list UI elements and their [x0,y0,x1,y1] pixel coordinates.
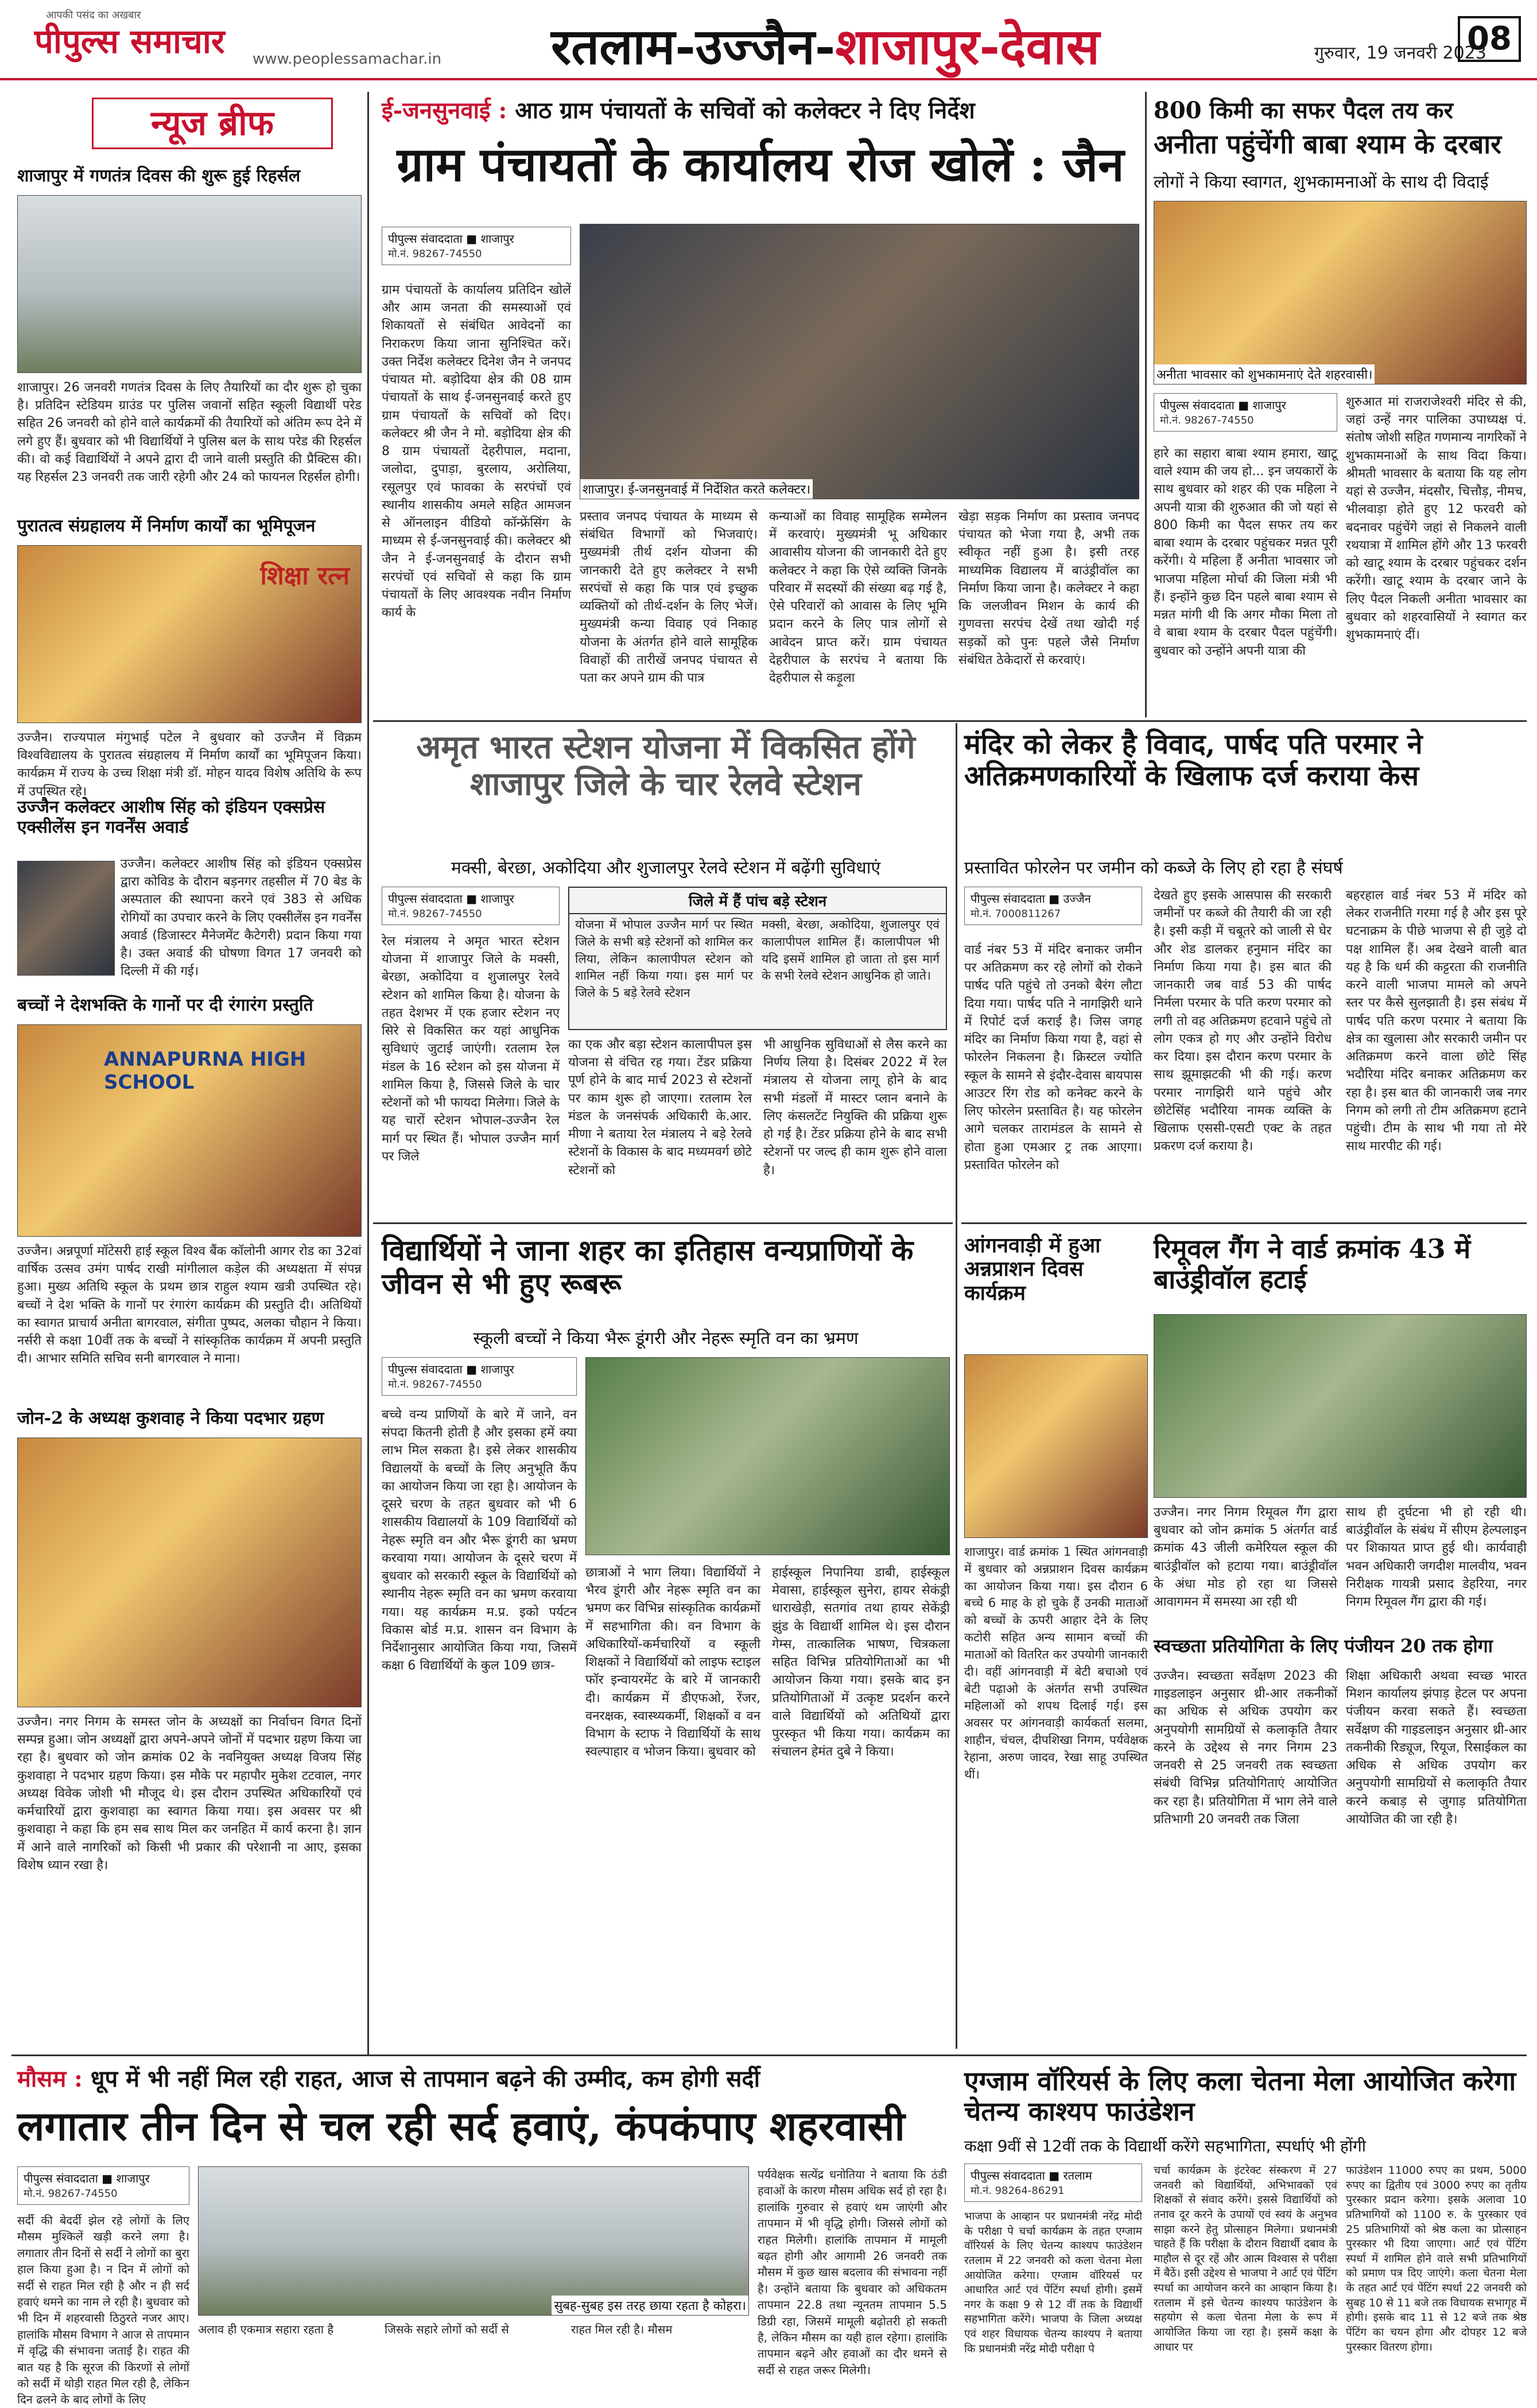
museum-photo [17,545,362,723]
weather-body: राहत मिल रही है। मौसम [571,2322,673,2336]
lead-headline: ग्राम पंचायतों के कार्यालय रोज खोलें : जैन [397,137,1124,192]
byline-text: पीपुल्स संवाददाता ■ शाजापुर [388,1362,514,1376]
gang-body: उज्जैन। नगर निगम रिमूवल गैंग द्वारा बुधवार को जोन क्रमांक 5 अंतर्गत वार्ड क्रमांक 43 जीली कमेरियल स्कूल की बाउंड्रीवॉल को हटाया गया। बाउंड्रीवॉल के अंधा मोड हो रहा था जिससे आवागमन में समस्या आ रही थी [1154,1505,1337,1610]
exam-body: चर्चा कार्यक्रम के इंटरेक्ट संस्करण में 27 जनवरी को विद्यार्थियों, अभिभावकों एवं शिक्षकों से संवाद करेंगे। इससे विद्यार्थियों को तनाव दूर करने के उपायों एवं स्वयं के अनुभव साझा करने हेतु प्रोत्साहन मिलेगा। प्रधानमंत्री चाहते हैं कि परीक्षा के दौरान विद्यार्थी दबाव के माहौल से दूर रहें और आत्म विश्वास से परीक्षा में बैठें। इसी उद्देश्य से भाजपा ने आर्ट एवं पेंटिंग स्पर्धा का आयोजन करने का आव्हान किया है। रतलाम में इसे चेतन्य काश्यप फाउंडेशन के सहयोग से कला चेतना मेला के रूप में आयोजित किया जा रहा है। इसमें कक्षा के आधार पर [1154,2164,1337,2353]
walk-deck: लोगों ने किया स्वागत, शुभकामनाओं के साथ दी विदाई [1154,172,1489,192]
byline-text: पीपुल्स संवाददाता ■ शाजापुर [1160,398,1286,412]
photo-banner-text: शिक्षा रत्न [260,561,350,591]
gang-photo [1154,1314,1527,1498]
byline-phone: मो.नं. 98267-74550 [24,2188,118,2200]
weather-body: जिसके सहारे लोगों को सर्दी से [385,2322,509,2336]
lead-photo-caption: शाजापुर। ई-जनसुनवाई में निर्देशित करते कलेक्टर। [580,479,813,499]
temple-deck: प्रस्तावित फोरलेन पर जमीन को कब्जे के लिए हो रहा है संघर्ष [964,858,1343,878]
students-photo [585,1357,950,1555]
byline-phone: मो.नं. 98264-86291 [971,2185,1065,2197]
byline-phone: मो.नं. 7000811267 [971,908,1061,920]
byline-phone: मो.नं. 98267-74550 [388,1378,482,1391]
students-headline: विद्यार्थियों ने जाना शहर का इतिहास वन्यप्राणियों के जीवन से भी हुए रूबरू [382,1233,914,1300]
walk-byline [1154,393,1337,432]
temple-body: देखते हुए इसके आसपास की सरकारी जमीनों पर कब्जे की तैयारी की जा रही है। इसी कड़ी में चबूतरे को जाली से घेर और शेड डालकर हनुमान मंदिर का निर्माण किया गया है। इस बात की जानकारी जब वार्ड 53 की पार्षद निर्मला परमार के पति करण परमार को लगी तो वह अतिक्रमण हटवाने पहुंचे तो लोग एकत्र हो गए और उन्होंने विरोध कर दिया। इस दौरान करण परमार के साथ झूमाझटकी भी की गई। करण परमार नागझिरी थाने पहुंचे और छोटेसिंह भदौरिया नामक व्यक्ति के खिलाफ एससी-एसटी एक्ट के तहत प्रकरण दर्ज कराया है। [1154,888,1332,1154]
byline-phone: मो.नं. 98267-74550 [388,248,482,260]
exam-byline [964,2164,1142,2202]
clean-body: उज्जैन। स्वच्छता सर्वेक्षण 2023 की गाइडलाइन अनुसार थ्री-आर तकनीकों का अधिक से अधिक उपयोग कर अनुपयोगी सामग्रियों से कलाकृति तैयार करने के उद्देश्य से नगर निगम 23 जनवरी से 25 जनवरी तक स्वच्छता संबंधी विभिन्न प्रतियोगिताएं आयोजित कर रहा है। प्रतियोगिता में भाग लेने वाले प्रतिभागी 20 जनवरी तक जिला [1154,1669,1337,1827]
brief-headline: बच्चों ने देशभक्ति के गानों पर दी रंगारंग प्रस्तुति [17,995,313,1015]
students-body: छात्राओं ने भाग लिया। विद्यार्थियों ने भैरव डूंगरी और नेहरू स्मृति वन का भ्रमण कर विभिन्न सांस्कृतिक कार्यक्रमों में सहभागिता की। वन विभाग के अधिकारियों-कर्मचारियों व स्कूली शिक्षकों ने विद्यार्थियों को लाइफ स्टाइल फॉर इन्वायरमेंट के बारे में जानकारी दी। कार्यक्रम में डीएफओ, रेंजर, वनरक्षक, स्वास्थ्यकर्मी, शिक्षकों व वन विभाग के स्टाफ ने विद्यार्थियों के साथ स्वल्पाहार व भोजन किया। बुधवार को [585,1566,760,1760]
walk-body: शुरुआत मां राजराजेश्वरी मंदिर से की, जहां उन्हें नगर पालिका उपाध्यक्ष पं. संतोष जोशी सहित गणमान्य नागरिकों ने शुभकामनाओं के साथ विदा किया। श्रीमती भावसार के बताया कि यह लोग यहां से उज्जैन, मंदसौर, चित्तौड़, नीमच, भीलवाड़ा होते हुए 12 फरवरी को बदनावर पहुंचेंगे जहां से निकलने वाली रथयात्रा में शामिल होंगे और 13 फरवरी को खाटू श्याम के दरबार पहुंचकर दर्शन करेंगी। खाटू श्याम के दरबार जाने के लिए पैदल निकली अनीता भावसार का बुधवार को शहरवासियों ने स्वागत कर शुभकामनाएं दीं। [1346,395,1527,643]
brief-text: उज्जैन। नगर निगम के समस्त जोन के अध्यक्षों का निर्वाचन विगत दिनों सम्पन्न हुआ। जोन अध्यक्षों द्वारा अपने-अपने जोनों में पदभार ग्रहण किया जा रहा है। बुधवार को जोन क्रमांक 02 के नवनियुक्त अध्यक्ष विजय सिंह कुशवाहा ने पदभार ग्रहण किया। इस मौके पर महापौर मुकेश टटवाल, नगर अध्यक्ष विवेक जोशी भी मौजूद थे। इस दौरान उपस्थित अधिकारियों एवं कर्मचारियों द्वारा कुशवाहा का स्वागत किया गया। इस अवसर पर श्री कुशवाहा ने कहा कि हम सब साथ मिल कर जनहित में कार्य करना है। ज्ञान में आने वाले नागरिकों को किसी भी प्रकार की परेशानी ना आए, इसका विशेष ध्यान रखा है। [17,1715,362,1873]
rail-deck: मक्सी, बेरछा, अकोदिया और शुजालपुर रेलवे स्टेशन में बढ़ेंगी सुविधाएं [451,858,881,878]
lead-body: कन्याओं का विवाह सामूहिक सम्मेलन में करवाएं। मुख्यमंत्री भू अधिकार आवासीय योजना की जानकारी देते हुए कलेक्टर ने कहा कि ऐसे व्यक्ति जिनके परिवार में सदस्यों की संख्या बढ़ गई है, ऐसे परिवारों को आवास के लिए भूमि प्रदान करने के लिए पात्र लोगों से आवेदन प्राप्त करें। ग्राम पंचायत देहरीपाल के सरपंच ने बताया कि देहरीपाल से कड़ूला [769,510,947,686]
weather-kicker: मौसम : [17,2065,83,2092]
collector-portrait [17,861,115,976]
byline-text: पीपुल्स संवाददाता ■ शाजापुर [388,892,514,906]
lead-kicker-line [382,98,1139,124]
brief-headline: शाजापुर में गणतंत्र दिवस की शुरू हुई रिहर्सल [17,166,301,186]
temple-byline [964,887,1142,925]
photo-banner-text: ANNAPURNA HIGH SCHOOL [104,1048,306,1094]
logo-tagline: आपकी पसंद का अखबार [46,9,141,21]
walk-headline: अनीता पहुंचेंगी बाबा श्याम के दरबार [1154,129,1501,160]
newspaper-logo: पीपुल्स समाचार [34,22,225,61]
rail-body: का एक और बड़ा स्टेशन कालापीपल इस योजना से वंचित रह गया। टेंडर प्रक्रिया पूर्ण होने के बाद मार्च 2023 से स्टेशनों पर काम शुरू हो जाएगा। रतलाम रेल मंडल के जनसंपर्क अधिकारी के.आर. मीणा ने बताया रेल मंत्रालय ने बड़े रेलवे स्टेशनों के विकास के बाद मध्यमवर्ग छोटे स्टेशनों को [568,1038,752,1178]
brief-text: उज्जैन। अन्नपूर्णा मॉटेसरी हाई स्कूल विश्व बैंक कॉलोनी आगर रोड का 32वां वार्षिक उत्सव उमंग पार्षद राखी मांगीलाल कड़ेल की अध्यक्षता में संपन्न हुआ। मुख्य अतिथि स्कूल के प्रथम छात्र राहुल श्याम खत्री उपस्थित रहे। बच्चों ने देश भक्ति के गानों पर रंगारंग कार्यक्रम की प्रस्तुति दी। अतिथियों का स्वागत प्राचार्य अनीता बागरवाल, संगीता पुष्पद, अलका चौहान ने किया। नर्सरी से कक्षा 10वीं तक के बच्चों ने सांस्कृतिक कार्यक्रम में अपनी प्रस्तुति दी। आभार समिति सचिव सनी बागरवाल ने माना। [17,1244,362,1366]
temple-body: बहरहाल वार्ड नंबर 53 में मंदिर को लेकर राजनीति गरमा गई है और इस पूरे घटनाक्रम के पीछे भाजपा से ही जुड़े दो पक्ष शामिल हैं। अब देखने वाली बात यह है कि धर्म की कट्टरता की राजनीति करने वाली भाजपा मामले को अपने स्तर पर कैसे सुलझाती है। इस संबंध में पार्षद पति करण परमार ने बताया कि क्षेत्र का खुलासा और सरकारी जमीन पर अतिक्रमण करने वाला छोटे सिंह भदौरिया मंदिर बनाकर अतिक्रमण कर रहा है। इस बात की जानकारी जब नगर निगम को लगी तो टीम अतिक्रमण हटाने पहुंची। टीम के साथ भी गया तो मेरे साथ मारपीट की गई। [1346,888,1527,1154]
zone-chairman-photo [17,1438,362,1707]
lead-photo [580,224,1139,499]
clean-body: शिक्षा अधिकारी अथवा स्वच्छ भारत मिशन कार्यालय झंपाड़ हेटल पर अपना पंजीयन करवा सकते हैं। स्वच्छता सर्वेक्षण की गाइडलाइन अनुसार थ्री-आर तकनीकी रिड्यूज, रियूज, रिसाईकल का अधिक से अधिक उपयोग कर अनुपयोगी सामग्रियों से कलाकृति तैयार करने कबाड़ से जुगाड़ प्रतियोगिता आयोजित की जा रही है। [1346,1669,1527,1827]
exam-headline: एग्जाम वॉरियर्स के लिए कला चेतना मेला आयोजित करेगा चेतन्य काश्यप फाउंडेशन [964,2065,1516,2127]
byline-text: पीपुल्स संवाददाता ■ रतलाम [971,2169,1092,2182]
weather-kicker-line [17,2066,947,2092]
section-title-part2: शाजापुर-देवास [835,18,1100,76]
weather-body: पर्यवेक्षक सत्येंद्र धनोतिया ने बताया कि ठंडी हवाओं के कारण मौसम अधिक सर्द हो रहा है। हालांकि गुरुवार से हवाएं थम जाएंगी और तापमान में भी वृद्धि होगी। जिससे लोगों को राहत मिलेगी। हालांकि तापमान में मामूली बढ़त होगी और आगामी 26 जनवरी तक मौसम में कुछ खास बदलाव की संभावना नहीं है। उन्होंने बताया कि बुधवार को अधिकतम तापमान 22.8 तथा न्यूनतम तापमान 5.5 डिग्री रहा, जिसमें मामूली बढ़ोतरी हो सकती है, लेकिन मौसम का यही हाल रहेगा। हालांकि तापमान बढ़ने और हवाओं का दौर थमने से सर्दी से राहत जरूर मिलेगी। [758,2168,947,2377]
fog-photo [198,2166,749,2316]
weather-body: अलाव ही एकमात्र सहारा रहता है [198,2322,334,2336]
section-title-part1: रतलाम-उज्जैन- [551,18,836,76]
byline-text: पीपुल्स संवाददाता ■ शाजापुर [24,2172,150,2185]
gang-headline: रिमूवल गैंग ने वार्ड क्रमांक 43 में बाउंड्रीवॉल हटाई [1154,1233,1471,1295]
lead-kicker: ई-जनसुनवाई : [382,97,507,124]
rail-headline: अमृत भारत स्टेशन योजना में विकसित होंगे शाजापुर जिले के चार रेलवे स्टेशन [416,728,915,803]
anganwadi-headline: आंगनवाड़ी में हुआ अन्नप्राशन दिवस कार्यक्रम [964,1233,1101,1305]
news-brief-header: न्यूज ब्रीफ [92,98,333,149]
rail-body: रेल मंत्रालय ने अमृत भारत स्टेशन योजना में शाजापुर जिले के मक्सी, बेरछा, अकोदिया व शुजालपुर रेलवे स्टेशन को शामिल किया है। योजना के तहत देशभर में एक हजार स्टेशन नए सिरे से विकसित कर यहां आधुनिक सुविधाएं जुटाई जाएंगी। रतलाम रेल मंडल के 16 स्टेशन को इस योजना में शामिल किया है, जिससे जिले के चार स्टेशनों को भी फायदा मिलेगा। जिले के यह चारों स्टेशन भोपाल-उज्जैन रेल मार्ग पर स्थित हैं। भोपाल उज्जैन मार्ग पर जिले [382,934,560,1164]
clean-headline: स्वच्छता प्रतियोगिता के लिए पंजीयन 20 तक होगा [1154,1635,1493,1657]
byline-text: पीपुल्स संवाददाता ■ उज्जैन [971,892,1091,906]
students-body: हाईस्कूल निपानिया डाबी, हाईस्कूल मेवासा, हाईस्कूल सुनेरा, हायर सेकंड्री धाराखेड़ी, सतगांव तथा हायर सेकेंड्री झुंड के विद्यार्थी शामिल थे। इस दौरान गेम्स, तात्कालिक भाषण, चित्रकला सहित विभिन्न प्रतियोगिताओं का भी आयोजन किया गया। इसके बाद इन प्रतियोगिताओं में उत्कृष्ट प्रदर्शन करने वाले विद्यार्थियों को अतिथियों द्वारा पुरस्कृत भी किया गया। कार्यक्रम का संचालन हेमंत दुबे ने किया। [772,1566,950,1760]
students-deck: स्कूली बच्चों ने किया भैरू डूंगरी और नेहरू स्मृति वन का भ्रमण [473,1329,859,1349]
exam-deck: कक्षा 9वीं से 12वीं तक के विद्यार्थी करेंगे सहभागिता, स्पर्धाएं भी होंगी [964,2137,1366,2155]
brief-headline: पुरातत्व संग्रहालय में निर्माण कार्यों का भूमिपूजन [17,516,316,536]
walk-photo-caption: अनीता भावसार को शुभकामनाएं देते शहरवासी। [1154,364,1375,384]
byline-phone: मो.नं. 98267-74550 [388,908,482,920]
exam-body: फाउंडेशन 11000 रुपए का प्रथम, 5000 रुपए का द्वितीय एवं 3000 रुपए का तृतीय पुरस्कार प्रदान करेगा। इसके अलावा 10 प्रतिभागियों को 1100 रु. के पुरस्कार एवं 25 प्रतिभागियों को श्रेष्ठ कला का प्रोत्साहन पुरस्कार भी दिया जाएगा। आर्ट एवं पेंटिंग स्पर्धा में शामिल होने वाले सभी प्रतिभागियों को प्रमाण पत्र दिए जाएंगे। कला चेतना मेला के तहत आर्ट एवं पेंटिंग स्पर्धा 22 जनवरी को सुबह 10 से 11 बजे तक विधायक सभागृह में होगी। इसके बाद 11 से 12 बजे तक श्रेष्ठ पेंटिंग का चयन होगा और दोपहर 12 बजे पुरस्कार वितरण होगा। [1346,2164,1527,2353]
website-url[interactable]: www.peoplessamachar.in [253,51,442,68]
weather-headline: लगातार तीन दिन से चल रही सर्द हवाएं, कंपकंपाए शहरवासी [17,2102,905,2150]
brief-text: उज्जैन। कलेक्टर आशीष सिंह को इंडियन एक्सप्रेस द्वारा कोविड के दौरान बड़नगर तहसील में 70 बेड के अस्पताल की स्थापना करने एवं 383 से अधिक रोगियों का उपचार करने के लिए एक्सीलेंस इन गवर्नेंस अवार्ड (डिजास्टर मैनेजमेंट कैटेगरी) प्रदान किया गया है। उक्त अवार्ड की घोषणा विगत 17 जनवरी को दिल्ली में की गई। [121,857,362,979]
walk-subhead: 800 किमी का सफर पैदल तय कर [1154,97,1453,124]
weather-subhead: धूप में भी नहीं मिल रही राहत, आज से तापमान बढ़ने की उम्मीद, कम होगी सर्दी [90,2065,760,2092]
lead-byline [382,227,571,265]
fog-photo-caption: सुबह-सुबह इस तरह छाया रहता है कोहरा। [552,2296,748,2315]
rail-byline [382,887,560,925]
rail-info-box-text: योजना में भोपाल उज्जैन मार्ग पर स्थित जिले के सभी बड़े स्टेशनों को शामिल कर लिया, लेकिन कालापीपल स्टेशन को शामिल नहीं किया गया। इस मार्ग पर जिले के 5 बड़े रेलवे स्टेशन [575,918,753,1000]
section-title [551,11,1100,79]
exam-body: भाजपा के आव्हान पर प्रधानमंत्री नरेंद्र मोदी के परीक्षा पे चर्चा कार्यक्रम के तहत एग्जाम वॉरियर्स के लिए चेतन्य काश्यप फाउंडेशन रतलाम में 22 जनवरी को कला चेतना मेला आयोजित करेगा। एग्जाम वॉरियर्स पर आधारित आर्ट एवं पेंटिंग स्पर्धा होगी। इसमें नगर के कक्षा 9 से 12 वीं तक के विद्यार्थी सहभागिता करेंगे। भाजपा के जिला अध्यक्ष एवं शहर विधायक चेतन्य काश्यप ने बताया कि प्रधानमंत्री नरेंद्र मोदी परीक्षा पे [964,2210,1142,2355]
weather-body: सर्दी की बेदर्दी झेल रहे लोगों के लिए मौसम मुश्किलें खड़ी करने लगा है। लगातार तीन दिनों से सर्दी ने लोगों का बुरा हाल किया हुआ है। न दिन में लोगों को सर्दी से राहत मिल रही है और न ही सर्द हवाएं थमने का नाम ले रही है। बुधवार को भी दिन में शहरवासी ठिठुरते नजर आए। हालांकि मौसम विभाग ने आज से तापमान में वृद्धि की संभावना जताई है। राहत की बात यह है कि सूरज की किरणों से लोगों को सर्दी में थोड़ी राहत मिल रही है, लेकिन दिन ढलने के बाद लोगों के लिए [17,2213,189,2407]
lead-subhead: आठ ग्राम पंचायतों के सचिवों को कलेक्टर ने दिए निर्देश [515,97,975,124]
walk-photo [1154,201,1527,384]
column-rule [956,723,957,2049]
issue-date: गुरुवार, 19 जनवरी 2023 [1314,43,1486,63]
rail-info-box [568,887,947,1030]
lead-body: ग्राम पंचायतों के कार्यालय प्रतिदिन खोलें और आम जनता की समस्याओं एवं शिकायतों से संबंधित आवेदनों का निराकरण किया जाना सुनिश्चित करें। उक्त निर्देश कलेक्टर दिनेश जैन ने जनपद पंचायत मो. बड़ोदिया क्षेत्र की 08 ग्राम पंचायतों के साथ ई-जनसुनवाई करते हुए ग्राम पंचायतों के सचिवों को दिए। कलेक्टर श्री जैन ने मो. बड़ोदिया क्षेत्र की 8 ग्राम पंचायतों देहरीपाल, मदाना, जलोदा, दुपाड़ा, बुरलाय, अरोलिया, रसूलपुर एवं फावका के सरपंचों एवं स्थानीय शासकीय अमले सहित आमजन से ऑनलाइन वीडियो कॉन्फ्रेंसिंग के माध्यम से ई-जनसुनवाई की। कलेक्टर श्री जैन ने ई-जनसुनवाई के दौरान सभी सरपंचों एवं सचिवों से कहा कि ग्राम पंचायतों के लिए आवश्यक नवीन निर्माण कार्य के [382,283,571,620]
rail-info-box-text: मक्सी, बेरछा, अकोदिया, शुजालपुर एवं कालापीपल शामिल हैं। कालापीपल भी यदि इसमें शामिल हो जाता तो इस मार्ग के सभी रेलवे स्टेशन आधुनिक हो जाते। [762,918,940,983]
byline-text: पीपुल्स संवाददाता ■ शाजापुर [388,232,514,246]
row-rule [11,2054,1527,2056]
lead-body: प्रस्ताव जनपद पंचायत के माध्यम से संबंधित विभागों को भिजवाएं। मुख्यमंत्री तीर्थ दर्शन योजना की जानकारी देते हुए कलेक्टर ने सभी सरपंचों से कहा कि पात्र एवं इच्छुक व्यक्तियों को तीर्थ-दर्शन के लिए भेजें। मुख्यमंत्री कन्या विवाह एवं निकाह योजना के अंतर्गत होने वाले सामूहिक विवाहों की तारीखें जनपद पंचायत से पता कर अपने ग्राम की पात्र [580,510,758,686]
row-rule [373,1222,953,1224]
page-number: 08 [1458,16,1521,62]
anganwadi-body: शाजापुर। वार्ड क्रमांक 1 स्थित आंगनवाड़ी में बुधवार को अन्नप्राशन दिवस कार्यक्रम का आयोजन किया गया। इस दौरान 6 बच्चे 6 माह के हो चुके हैं उनकी माताओं को बच्चों के ऊपरी आहार देने के लिए कटोरी सहित अन्य सामान बच्चों की माताओं को वितरित कर उपयोगी जानकारी दी। वहीं आंगनवाड़ी में बेटी बचाओ एवं बेटी पढ़ाओ के अंतर्गत सभी उपस्थित महिलाओं को शपथ दिलाई गई। इस अवसर पर आंगनवाड़ी कार्यकर्ता सलमा, शाहीन, चंचल, दीपशिखा निगम, पर्यवेक्षक रेहाना, अरुण जादव, रेखा साहू उपस्थित थीं। [964,1545,1148,1781]
brief-text: उज्जैन। राज्यपाल मंगुभाई पटेल ने बुधवार को उज्जैन में विक्रम विश्वविद्यालय के पुरातत्व संग्रहालय में निर्माण कार्यों का भूमिपूजन किया। कार्यक्रम में राज्य के उच्च शिक्षा मंत्री डॉ. मोहन यादव विशेष अतिथि के रूप में उपस्थित रहे। [17,731,362,799]
temple-headline: मंदिर को लेकर है विवाद, पार्षद पति परमार ने अतिक्रमणकारियों के खिलाफ दर्ज कराया केस [964,728,1423,793]
rail-body: भी आधुनिक सुविधाओं से लैस करने का निर्णय लिया है। दिसंबर 2022 में रेल मंत्रालय से योजना लागू होने के बाद सभी मंडलों में मास्टर प्लान बनाने के लिए कंसलटेंट नियुक्ति की प्रक्रिया शुरू हो गई है। टेंडर प्रक्रिया होने के बाद सभी स्टेशनों पर जल्द ही काम शुरू होने वाला है। [763,1038,947,1178]
brief-text: शाजापुर। 26 जनवरी गणतंत्र दिवस के लिए तैयारियों का दौर शुरू हो चुका है। प्रतिदिन स्टेडियम ग्राउंड पर पुलिस जवानों सहित स्कूली विद्यार्थी परेड सहित 26 जनवरी को होने वाले कार्यक्रमों की तैयारियों को अंतिम रूप देने में लगे हुए हैं। बुधवार को भी विद्यार्थियों ने पुलिस बल के साथ परेड की रिहर्सल की। वो कई विद्यार्थियों ने अपने द्वारा दी जाने वाली प्रस्तुति की प्रैक्टिस की। यह रिहर्सल 23 जनवरी तक जारी रहेगी और 24 को फायनल रिहर्सल होगी। [17,380,362,485]
row-rule [961,1222,1527,1224]
weather-byline [17,2166,189,2205]
walk-body: हारे का सहारा बाबा श्याम हमारा, खाटू वाले श्याम की जय हो... इन जयकारों के साथ बुधवार को शहर की एक महिला ने अपनी यात्रा की शुरुआत की जो यहां से 800 किमी का पैदल सफर तय कर बाबा श्याम के दरबार पहुंचकर मन्नत पूरी करेंगी। ये महिला हैं अनीता भावसार जो भाजपा महिला मोर्चा की जिला मंत्री भी हैं। इन्होंने कुछ दिन पहले बाबा श्याम से मन्नत मांगी थी कि अगर मौका मिला तो वे बाबा श्याम के दरबार पैदल पहुंचेंगी। बुधवार को उन्होंने अपनी यात्रा की [1154,446,1337,658]
column-rule [1145,92,1147,717]
brief-headline: जोन-2 के अध्यक्ष कुशवाह ने किया पदभार ग्रहण [17,1408,324,1428]
rail-info-box-title: जिले में हैं पांच बड़े स्टेशन [569,888,946,914]
column-rule [367,92,369,2054]
temple-body: वार्ड नंबर 53 में मंदिर बनाकर जमीन पर अतिक्रमण कर रहे लोगों को रोकने पार्षद पति पहुंचे तो उनको बैरंग लौटा दिया गया। पार्षद पति ने नागझिरी थाने में रिपोर्ट दर्ज कराई है। जिस जगह मंदिर का निर्माण किया गया है, वहां से फोरलेन निकलना है। क्रिस्टल ज्योति स्कूल के सामने से इंदौर-देवास बायपास आउटर रिंग रोड को कनेक्ट करने के लिए फोरलेन प्रस्तावित है। यह फोरलेन आगे चलकर तारामंडल के सामने से होता हुआ एमआर ट्र तक आएगा। प्रस्तावित फोरलेन को [964,943,1142,1172]
rehearsal-photo [17,195,362,373]
gang-body: साथ ही दुर्घटना भी हो रही थी। बाउंड्रीवॉल के संबंध में सीएम हेल्पलाइन पर शिकायत प्राप्त हुई थी। कार्यवाही भवन अधिकारी जगदीश मालवीय, भवन निरीक्षक गायत्री प्रसाद डेहरिया, नगर निगम रिमूवल गैंग द्वारा की गई। [1346,1505,1527,1610]
students-body: बच्चे वन्य प्राणियों के बारे में जाने, वन संपदा कितनी होती है और इसका हमें क्या लाभ मिल सकता है। इसे लेकर शासकीय विद्यालयों के बच्चों के लिए अनुभूति कैंप का आयोजन किया जा रहा है। आयोजन के दूसरे चरण के तहत बुधवार को भी 6 शासकीय विद्यालयों के 109 विद्यार्थियों को नेहरू स्मृति वन और भैरू डूंगरी का भ्रमण करवाया गया। आयोजन के दूसरे चरण में बुधवार को सरकारी स्कूल के विद्यार्थियों को स्थानीय नेहरू स्मृति वन का भ्रमण करवाया गया। यह कार्यक्रम म.प्र. इको पर्यटन विकास बोर्ड म.प्र. शासन वन विभाग के निर्देशानुसार आयोजित किया गया, जिसमें कक्षा 6 विद्यार्थियों के कुल 109 छात्र- [382,1408,577,1673]
brief-headline: उज्जैन कलेक्टर आशीष सिंह को इंडियन एक्सप्रेस एक्सीलेंस इन गवर्नेंस अवार्ड [17,797,325,837]
students-byline [382,1357,577,1396]
byline-phone: मो.नं. 98267-74550 [1160,414,1254,426]
school-event-photo [17,1024,362,1237]
anganwadi-photo [964,1354,1148,1538]
lead-body: खेड़ा सड़क निर्माण का प्रस्ताव जनपद पंचायत को भेजा गया है, अभी तक स्वीकृत नहीं हुआ है। इसी तरह माध्यमिक विद्यालय में बाउंड्रीवॉल का निर्माण किया जाना है। कलेक्टर ने कहा कि जलजीवन मिशन के कार्य की गुणवत्ता सरपंच देखें तथा खोदी गई सड़कों को पुनः पहले जैसे निर्माण संबंधित ठेकेदारों से करवाएं। [958,510,1139,667]
row-rule [373,720,1527,722]
